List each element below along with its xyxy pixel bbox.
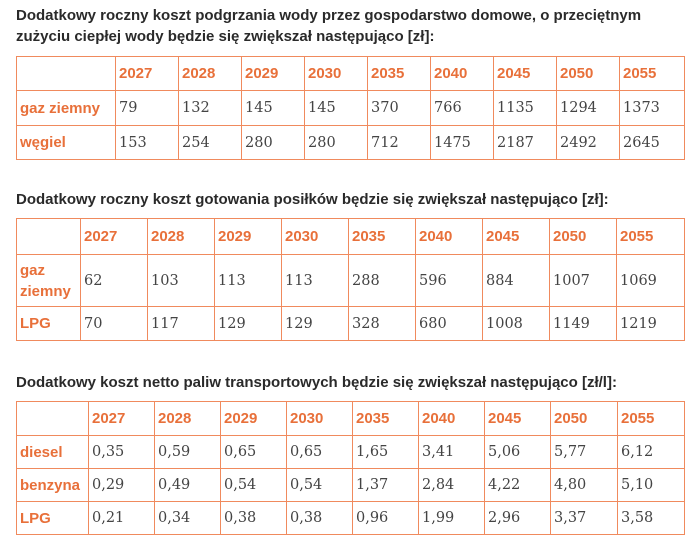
value-cell: 2,84 bbox=[419, 469, 485, 502]
year-header: 2027 bbox=[116, 57, 179, 91]
year-header: 2050 bbox=[557, 57, 620, 91]
transport-fuels-table bbox=[16, 401, 685, 535]
value-cell: 2187 bbox=[494, 126, 557, 160]
year-header: 2050 bbox=[551, 402, 618, 436]
value-cell: 4,22 bbox=[485, 469, 551, 502]
value-cell: 0,54 bbox=[221, 469, 287, 502]
year-header: 2035 bbox=[368, 57, 431, 91]
year-header: 2050 bbox=[550, 219, 617, 255]
table-header-row bbox=[17, 402, 685, 436]
table-row bbox=[17, 469, 685, 502]
value-cell: 0,54 bbox=[287, 469, 353, 502]
value-cell: 288 bbox=[349, 255, 416, 307]
value-cell: 153 bbox=[116, 126, 179, 160]
value-cell: 884 bbox=[483, 255, 550, 307]
value-cell: 1135 bbox=[494, 91, 557, 126]
table-row bbox=[17, 502, 685, 535]
value-cell: 132 bbox=[179, 91, 242, 126]
table-header-row bbox=[17, 57, 685, 91]
value-cell: 0,38 bbox=[287, 502, 353, 535]
value-cell: 370 bbox=[368, 91, 431, 126]
value-cell: 766 bbox=[431, 91, 494, 126]
value-cell: 0,96 bbox=[353, 502, 419, 535]
transport-fuels-title: Dodatkowy koszt netto paliw transportowych będzie się zwiększał następująco [zł/l]: bbox=[16, 374, 617, 391]
value-cell: 103 bbox=[148, 255, 215, 307]
year-header: 2027 bbox=[89, 402, 155, 436]
header-corner-cell bbox=[17, 402, 89, 436]
header-corner-cell bbox=[17, 219, 81, 255]
value-cell: 70 bbox=[81, 307, 148, 341]
value-cell: 1373 bbox=[620, 91, 685, 126]
value-cell: 0,35 bbox=[89, 436, 155, 469]
value-cell: 1008 bbox=[483, 307, 550, 341]
value-cell: 2,96 bbox=[485, 502, 551, 535]
year-header: 2040 bbox=[431, 57, 494, 91]
value-cell: 1294 bbox=[557, 91, 620, 126]
year-header: 2045 bbox=[485, 402, 551, 436]
table-header-row bbox=[17, 219, 685, 255]
year-header: 2040 bbox=[419, 402, 485, 436]
value-cell: 1,99 bbox=[419, 502, 485, 535]
value-cell: 0,38 bbox=[221, 502, 287, 535]
value-cell: 113 bbox=[215, 255, 282, 307]
value-cell: 113 bbox=[282, 255, 349, 307]
value-cell: 129 bbox=[215, 307, 282, 341]
value-cell: 1007 bbox=[550, 255, 617, 307]
row-label: węgiel bbox=[17, 126, 116, 160]
cooking-title: Dodatkowy roczny koszt gotowania posiłków będzie się zwiększał następująco [zł]: bbox=[16, 191, 609, 208]
value-cell: 0,34 bbox=[155, 502, 221, 535]
year-header: 2030 bbox=[282, 219, 349, 255]
year-header: 2040 bbox=[416, 219, 483, 255]
value-cell: 5,06 bbox=[485, 436, 551, 469]
table-row bbox=[17, 126, 685, 160]
year-header: 2029 bbox=[215, 219, 282, 255]
year-header: 2055 bbox=[620, 57, 685, 91]
value-cell: 1069 bbox=[617, 255, 685, 307]
row-label: benzyna bbox=[17, 469, 89, 502]
row-label: LPG bbox=[17, 307, 81, 341]
value-cell: 1,37 bbox=[353, 469, 419, 502]
value-cell: 254 bbox=[179, 126, 242, 160]
value-cell: 0,49 bbox=[155, 469, 221, 502]
value-cell: 680 bbox=[416, 307, 483, 341]
year-header: 2045 bbox=[483, 219, 550, 255]
year-header: 2028 bbox=[179, 57, 242, 91]
year-header: 2029 bbox=[221, 402, 287, 436]
value-cell: 3,41 bbox=[419, 436, 485, 469]
value-cell: 62 bbox=[81, 255, 148, 307]
year-header: 2030 bbox=[305, 57, 368, 91]
year-header: 2030 bbox=[287, 402, 353, 436]
table-row bbox=[17, 91, 685, 126]
year-header: 2029 bbox=[242, 57, 305, 91]
cooking-table bbox=[16, 218, 685, 341]
value-cell: 0,59 bbox=[155, 436, 221, 469]
value-cell: 712 bbox=[368, 126, 431, 160]
value-cell: 3,37 bbox=[551, 502, 618, 535]
row-label: diesel bbox=[17, 436, 89, 469]
year-header: 2055 bbox=[618, 402, 685, 436]
value-cell: 596 bbox=[416, 255, 483, 307]
year-header: 2035 bbox=[349, 219, 416, 255]
value-cell: 2492 bbox=[557, 126, 620, 160]
value-cell: 1149 bbox=[550, 307, 617, 341]
value-cell: 5,77 bbox=[551, 436, 618, 469]
value-cell: 6,12 bbox=[618, 436, 685, 469]
table-row bbox=[17, 307, 685, 341]
value-cell: 0,21 bbox=[89, 502, 155, 535]
water-heating-table bbox=[16, 56, 685, 160]
value-cell: 0,65 bbox=[221, 436, 287, 469]
row-label: LPG bbox=[17, 502, 89, 535]
value-cell: 145 bbox=[305, 91, 368, 126]
value-cell: 117 bbox=[148, 307, 215, 341]
table-row bbox=[17, 436, 685, 469]
value-cell: 2645 bbox=[620, 126, 685, 160]
year-header: 2045 bbox=[494, 57, 557, 91]
value-cell: 280 bbox=[305, 126, 368, 160]
value-cell: 4,80 bbox=[551, 469, 618, 502]
value-cell: 129 bbox=[282, 307, 349, 341]
year-header: 2055 bbox=[617, 219, 685, 255]
value-cell: 328 bbox=[349, 307, 416, 341]
table-row bbox=[17, 255, 685, 307]
value-cell: 145 bbox=[242, 91, 305, 126]
value-cell: 1475 bbox=[431, 126, 494, 160]
value-cell: 3,58 bbox=[618, 502, 685, 535]
year-header: 2028 bbox=[155, 402, 221, 436]
value-cell: 5,10 bbox=[618, 469, 685, 502]
value-cell: 0,65 bbox=[287, 436, 353, 469]
year-header: 2028 bbox=[148, 219, 215, 255]
header-corner-cell bbox=[17, 57, 116, 91]
row-label: gaz ziemny bbox=[17, 91, 116, 126]
year-header: 2027 bbox=[81, 219, 148, 255]
row-label: gaz ziemny bbox=[17, 255, 81, 307]
water-heating-title-line2: zużyciu ciepłej wody będzie się zwiększał następująco [zł]: bbox=[16, 28, 435, 45]
value-cell: 79 bbox=[116, 91, 179, 126]
value-cell: 1219 bbox=[617, 307, 685, 341]
value-cell: 0,29 bbox=[89, 469, 155, 502]
year-header: 2035 bbox=[353, 402, 419, 436]
value-cell: 1,65 bbox=[353, 436, 419, 469]
value-cell: 280 bbox=[242, 126, 305, 160]
water-heating-title-line1: Dodatkowy roczny koszt podgrzania wody przez gospodarstwo domowe, o przeciętnym bbox=[16, 7, 642, 24]
